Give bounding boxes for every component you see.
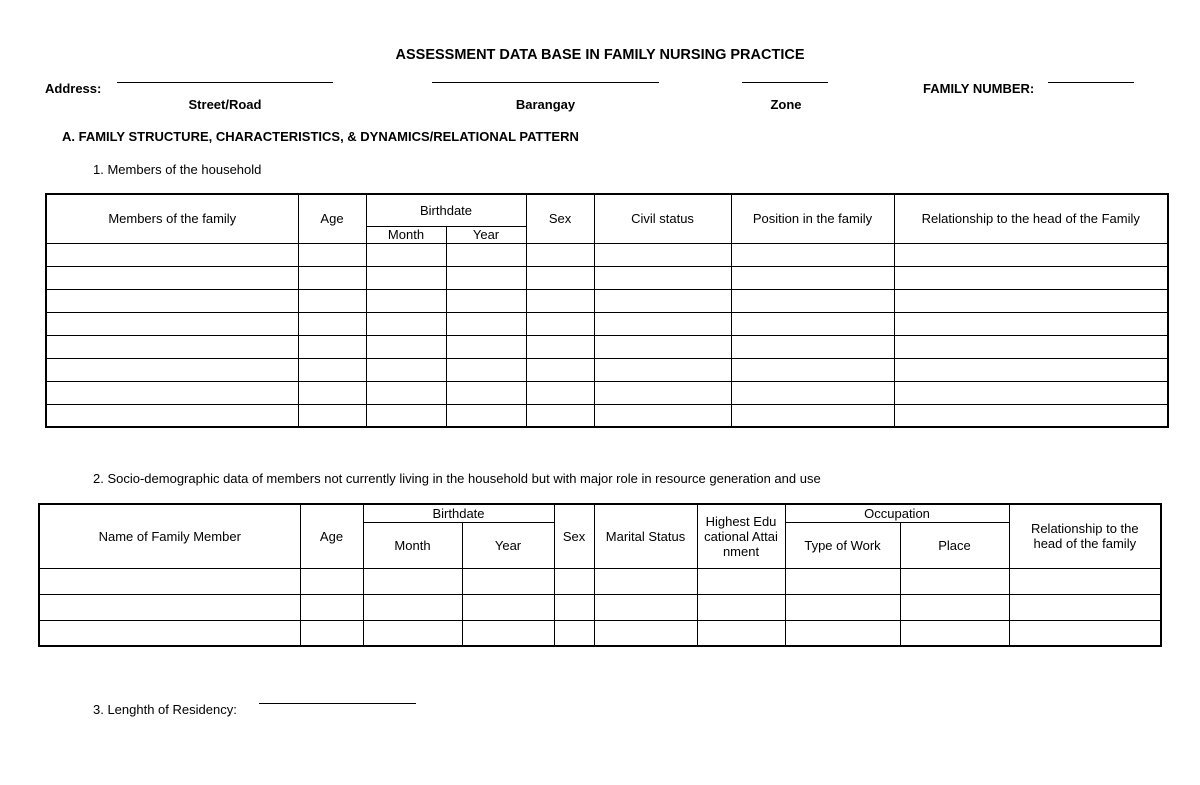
table-cell[interactable] <box>894 358 1168 381</box>
table-row <box>39 568 1161 594</box>
header-sex-2: Sex <box>554 504 594 568</box>
header-birthdate: Birthdate <box>366 194 526 226</box>
header-year: Year <box>446 226 526 243</box>
street-field[interactable] <box>117 82 333 83</box>
table-row <box>46 243 1168 266</box>
non-resident-members-table <box>38 503 1162 647</box>
table-cell[interactable] <box>594 594 697 620</box>
table-cell[interactable] <box>366 404 446 427</box>
zone-field[interactable] <box>742 82 828 83</box>
table-cell[interactable] <box>366 243 446 266</box>
table-cell[interactable] <box>894 312 1168 335</box>
table-cell[interactable] <box>554 568 594 594</box>
zone-label: Zone <box>770 97 802 112</box>
table-row <box>39 620 1161 646</box>
table-cell[interactable] <box>526 312 594 335</box>
table-cell[interactable] <box>594 358 731 381</box>
table-cell[interactable] <box>462 620 554 646</box>
table-cell[interactable] <box>526 289 594 312</box>
table-cell[interactable] <box>46 381 298 404</box>
table-cell[interactable] <box>298 381 366 404</box>
table-cell[interactable] <box>46 358 298 381</box>
table-cell[interactable] <box>1009 620 1161 646</box>
table-cell[interactable] <box>785 568 900 594</box>
table-cell[interactable] <box>1009 568 1161 594</box>
table-row <box>46 289 1168 312</box>
header-age: Age <box>298 194 366 243</box>
table-cell[interactable] <box>46 335 298 358</box>
table-cell[interactable] <box>298 266 366 289</box>
table-cell[interactable] <box>462 568 554 594</box>
table-cell[interactable] <box>785 620 900 646</box>
table-cell[interactable] <box>526 404 594 427</box>
table-cell[interactable] <box>785 594 900 620</box>
table-cell[interactable] <box>39 620 300 646</box>
table-cell[interactable] <box>446 243 526 266</box>
header-type-of-work: Type of Work <box>785 522 900 568</box>
table-cell[interactable] <box>446 266 526 289</box>
table-cell[interactable] <box>366 381 446 404</box>
table-cell[interactable] <box>594 335 731 358</box>
page-title: ASSESSMENT DATA BASE IN FAMILY NURSING PRACTICE <box>395 47 805 63</box>
item-2-label: 2. Socio-demographic data of members not currently living in the household but with major role in resource generation and use <box>93 471 821 486</box>
table-cell[interactable] <box>697 620 785 646</box>
table-cell[interactable] <box>298 358 366 381</box>
header-month: Month <box>366 226 446 243</box>
table-cell[interactable] <box>731 358 894 381</box>
table-cell[interactable] <box>298 335 366 358</box>
table-row <box>46 312 1168 335</box>
table-row <box>46 266 1168 289</box>
header-position: Position in the family <box>731 194 894 243</box>
table-cell[interactable] <box>300 568 363 594</box>
table-cell[interactable] <box>731 335 894 358</box>
header-birthdate-2: Birthdate <box>363 504 554 522</box>
table-cell[interactable] <box>363 594 462 620</box>
table-cell[interactable] <box>446 404 526 427</box>
table-row <box>39 594 1161 620</box>
table-cell[interactable] <box>39 568 300 594</box>
table-cell[interactable] <box>46 404 298 427</box>
table-cell[interactable] <box>900 620 1009 646</box>
table-cell[interactable] <box>366 312 446 335</box>
table-cell[interactable] <box>363 568 462 594</box>
family-number-label: FAMILY NUMBER: <box>923 81 1035 96</box>
table-cell[interactable] <box>594 266 731 289</box>
table-cell[interactable] <box>366 266 446 289</box>
table-cell[interactable] <box>462 594 554 620</box>
table-cell[interactable] <box>446 335 526 358</box>
table-cell[interactable] <box>900 568 1009 594</box>
table-row <box>46 358 1168 381</box>
table-cell[interactable] <box>594 312 731 335</box>
item-1-label: 1. Members of the household <box>93 162 262 177</box>
table-cell[interactable] <box>894 404 1168 427</box>
table-cell[interactable] <box>731 243 894 266</box>
table-cell[interactable] <box>697 568 785 594</box>
table-cell[interactable] <box>731 404 894 427</box>
header-occupation: Occupation <box>785 504 1009 522</box>
header-sex: Sex <box>526 194 594 243</box>
table-cell[interactable] <box>731 312 894 335</box>
table-cell[interactable] <box>446 381 526 404</box>
header-age-2: Age <box>300 504 363 568</box>
table-cell[interactable] <box>46 312 298 335</box>
table-cell[interactable] <box>1009 594 1161 620</box>
barangay-label: Barangay <box>515 97 576 112</box>
table-row <box>46 404 1168 427</box>
table-cell[interactable] <box>366 358 446 381</box>
household-members-table <box>45 193 1169 428</box>
table-cell[interactable] <box>900 594 1009 620</box>
table-cell[interactable] <box>894 335 1168 358</box>
table-cell[interactable] <box>594 289 731 312</box>
table-cell[interactable] <box>46 266 298 289</box>
table-cell[interactable] <box>554 594 594 620</box>
table-cell[interactable] <box>39 594 300 620</box>
table-cell[interactable] <box>894 381 1168 404</box>
table-cell[interactable] <box>300 594 363 620</box>
barangay-field[interactable] <box>432 82 659 83</box>
table-cell[interactable] <box>594 620 697 646</box>
table-cell[interactable] <box>298 312 366 335</box>
table-row <box>46 335 1168 358</box>
table-cell[interactable] <box>46 243 298 266</box>
table-cell[interactable] <box>697 594 785 620</box>
table-cell[interactable] <box>46 289 298 312</box>
table-cell[interactable] <box>300 620 363 646</box>
header-members: Members of the family <box>46 194 298 243</box>
table-cell[interactable] <box>526 266 594 289</box>
table-cell[interactable] <box>446 358 526 381</box>
header-relationship: Relationship to the head of the Family <box>894 194 1168 243</box>
table-cell[interactable] <box>446 289 526 312</box>
header-year-2: Year <box>462 522 554 568</box>
table-cell[interactable] <box>731 289 894 312</box>
table-cell[interactable] <box>363 620 462 646</box>
table-cell[interactable] <box>731 266 894 289</box>
table-cell[interactable] <box>731 381 894 404</box>
table-cell[interactable] <box>366 335 446 358</box>
table-cell[interactable] <box>894 289 1168 312</box>
address-label: Address: <box>45 81 102 96</box>
header-civil-status: Civil status <box>594 194 731 243</box>
header-marital-status: Marital Status <box>594 504 697 568</box>
table-cell[interactable] <box>894 266 1168 289</box>
table-cell[interactable] <box>298 404 366 427</box>
residency-field[interactable] <box>259 703 416 704</box>
header-month-2: Month <box>363 522 462 568</box>
table-cell[interactable] <box>894 243 1168 266</box>
header-place: Place <box>900 522 1009 568</box>
table-cell[interactable] <box>594 568 697 594</box>
table-cell[interactable] <box>366 289 446 312</box>
street-label: Street/Road <box>188 97 262 112</box>
item-3-label: 3. Lenghth of Residency: <box>93 702 237 717</box>
table-cell[interactable] <box>298 289 366 312</box>
header-name: Name of Family Member <box>39 504 300 568</box>
header-education: Highest Educational Attainment <box>697 504 785 568</box>
table-cell[interactable] <box>446 312 526 335</box>
table-cell[interactable] <box>554 620 594 646</box>
table-cell[interactable] <box>526 381 594 404</box>
table-cell[interactable] <box>298 243 366 266</box>
header-relationship-2: Relationship to the head of the family <box>1009 504 1161 568</box>
family-number-field[interactable] <box>1048 82 1134 83</box>
table-cell[interactable] <box>526 358 594 381</box>
table-cell[interactable] <box>526 243 594 266</box>
table-cell[interactable] <box>594 243 731 266</box>
table-cell[interactable] <box>594 381 731 404</box>
table-cell[interactable] <box>594 404 731 427</box>
table-cell[interactable] <box>526 335 594 358</box>
section-a-title: A. FAMILY STRUCTURE, CHARACTERISTICS, & DYNAMICS/RELATIONAL PATTERN <box>62 129 579 144</box>
table-row <box>46 381 1168 404</box>
